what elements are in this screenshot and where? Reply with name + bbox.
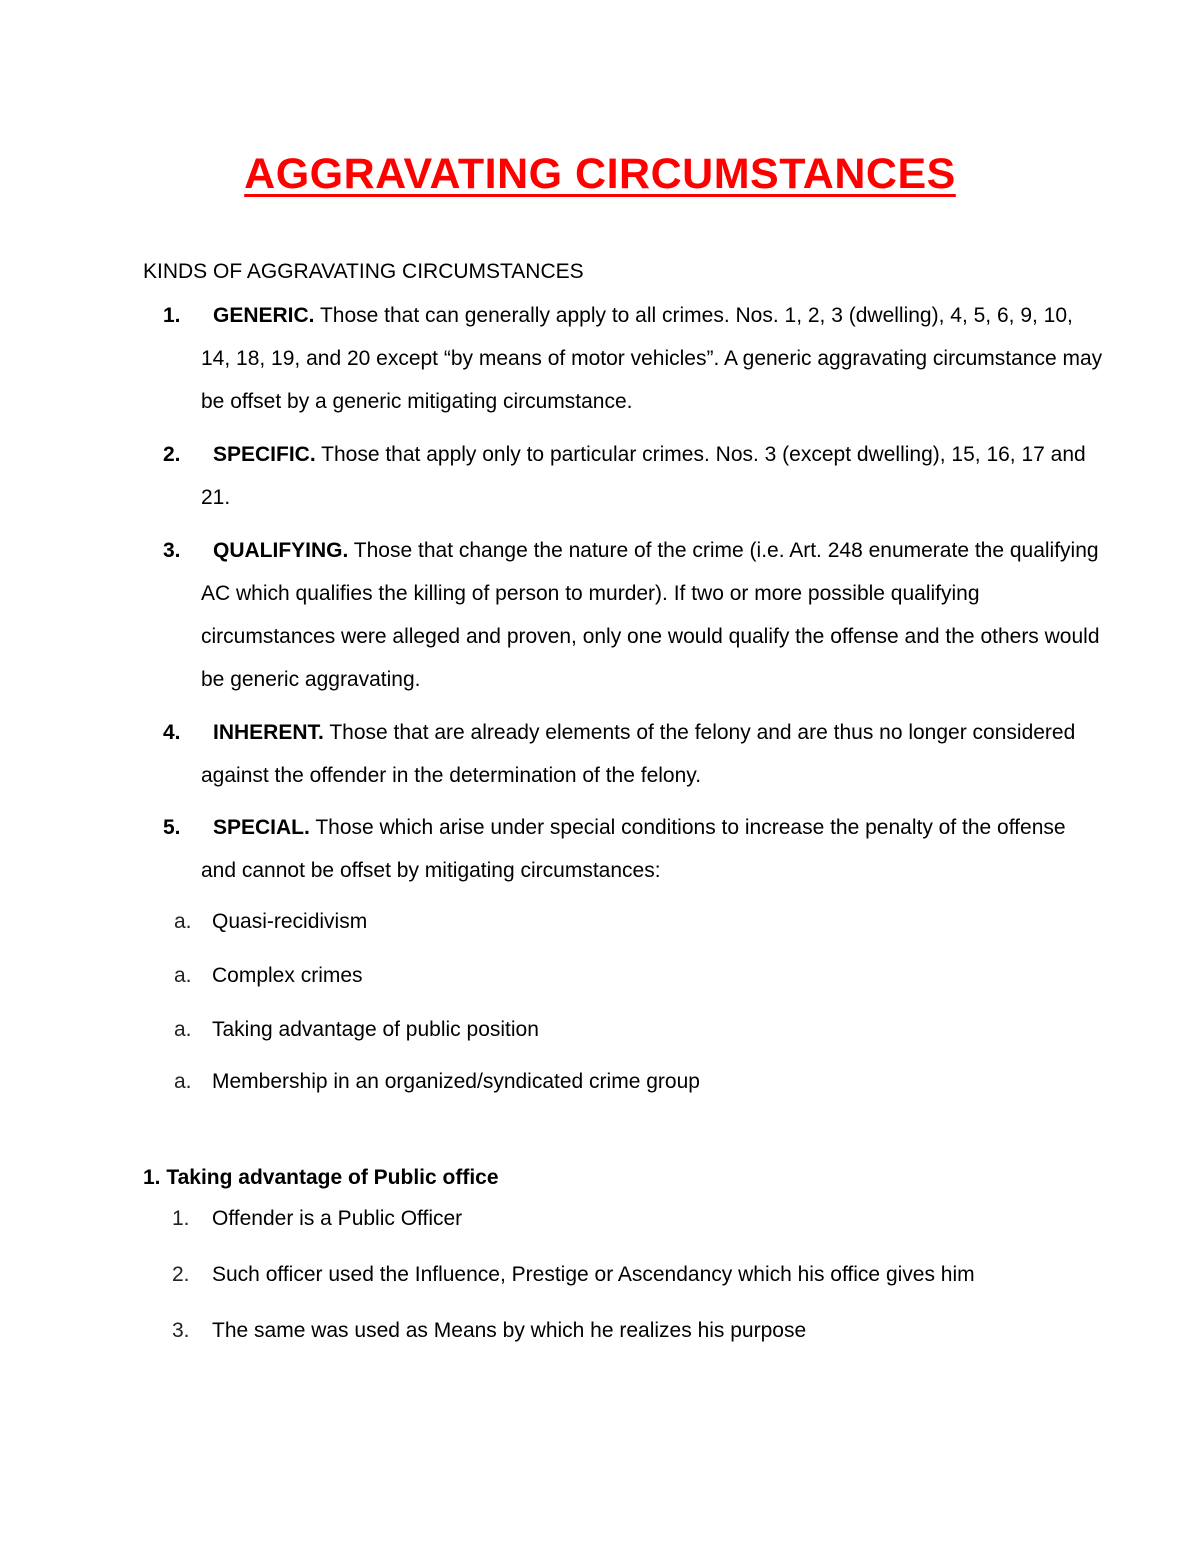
kind-text: Those that change the nature of the crime (i.e. Art. 248 enumerate the qualifying AC which qualifies the killing of person to murder). If two or more possible qualifying circumstances were alleged and proven, only one would qualify the offense and the others would be generic aggravating.	[201, 539, 1100, 691]
list-marker: a.	[174, 910, 192, 933]
kind-body	[201, 711, 1103, 797]
kind-item-qualifying	[143, 529, 1103, 701]
kind-body	[201, 433, 1103, 519]
list-marker: a.	[174, 1070, 192, 1093]
requisite-item	[172, 1207, 462, 1231]
special-list-item	[174, 964, 363, 988]
requisite-item	[172, 1319, 806, 1343]
list-item-text: Complex crimes	[212, 964, 363, 987]
list-marker: 3.	[172, 1319, 190, 1342]
list-item-text: The same was used as Means by which he realizes his purpose	[212, 1319, 807, 1342]
kind-number: 3.	[163, 539, 181, 562]
special-list-item	[174, 1018, 539, 1042]
special-list-item	[174, 910, 367, 934]
kind-item-inherent	[143, 711, 1103, 797]
list-marker: a.	[174, 1018, 192, 1041]
special-list-item	[174, 1070, 700, 1094]
kind-text: Those that are already elements of the felony and are thus no longer considered against the offender in the determination of the felony.	[201, 721, 1076, 787]
kind-label: GENERIC.	[213, 304, 315, 327]
list-item-text: Membership in an organized/syndicated crime group	[212, 1070, 700, 1093]
kinds-heading: KINDS OF AGGRAVATING CIRCUMSTANCES	[143, 260, 584, 283]
list-marker: 2.	[172, 1263, 190, 1286]
kind-label: SPECIFIC.	[213, 443, 316, 466]
list-marker: 1.	[172, 1207, 190, 1230]
kind-label: INHERENT.	[213, 721, 324, 744]
list-item-text: Taking advantage of public position	[212, 1018, 539, 1041]
kind-item-special	[143, 806, 1103, 892]
kind-number: 4.	[163, 721, 181, 744]
list-marker: a.	[174, 964, 192, 987]
list-item-text: Quasi-recidivism	[212, 910, 368, 933]
section-heading: 1. Taking advantage of Public office	[143, 1166, 499, 1189]
document-title: AGGRAVATING CIRCUMSTANCES	[244, 150, 956, 198]
requisite-item	[172, 1263, 975, 1287]
list-item-text: Offender is a Public Officer	[212, 1207, 463, 1230]
kind-text: Those that can generally apply to all crimes. Nos. 1, 2, 3 (dwelling), 4, 5, 6, 9, 10, 14, 18, 19, and 20 except “by means of motor vehicles”. A generic aggravating circumstance may be offset by a generic mitigating circumstance.	[201, 304, 1103, 413]
kind-number: 5.	[163, 816, 181, 839]
kind-label: QUALIFYING.	[213, 539, 349, 562]
kind-body	[201, 806, 1103, 892]
list-item-text: Such officer used the Influence, Prestige or Ascendancy which his office gives him	[212, 1263, 975, 1286]
kind-text: Those that apply only to particular crimes. Nos. 3 (except dwelling), 15, 16, 17 and 21.	[201, 443, 1086, 509]
kind-body	[201, 529, 1103, 701]
kind-item-generic	[143, 294, 1103, 423]
kind-text: Those which arise under special conditions to increase the penalty of the offense and cannot be offset by mitigating circumstances:	[201, 816, 1066, 882]
kind-number: 2.	[163, 443, 181, 466]
kind-body	[201, 294, 1103, 423]
kind-label: SPECIAL.	[213, 816, 310, 839]
kind-item-specific	[143, 433, 1103, 519]
kind-number: 1.	[163, 304, 181, 327]
